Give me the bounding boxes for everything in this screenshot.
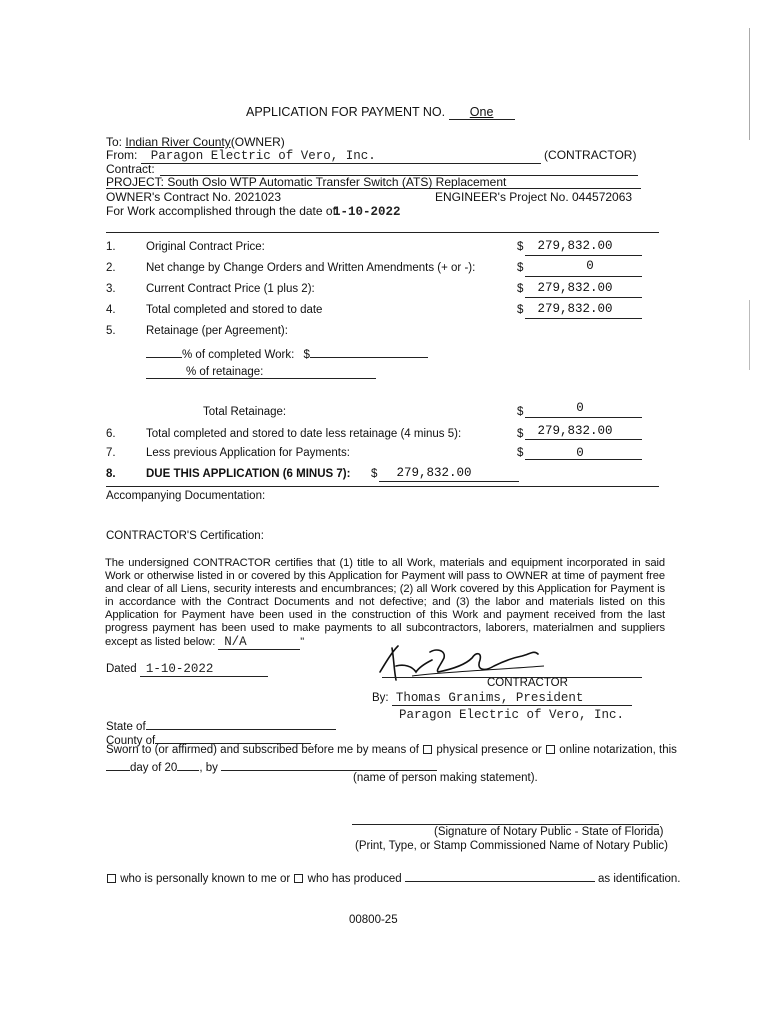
project-underline: [106, 188, 641, 189]
line-3-number: 3.: [106, 283, 116, 295]
scan-edge-mark: [749, 300, 750, 370]
produced-id-checkbox[interactable]: [294, 874, 303, 883]
personally-known-checkbox[interactable]: [107, 874, 116, 883]
state-label: State of: [106, 721, 146, 733]
project-text: PROJECT: South Oslo WTP Automatic Transfer Switch (ATS) Replacement: [106, 175, 507, 189]
line-5-label: Retainage (per Agreement):: [146, 325, 288, 337]
line-7-label: Less previous Application for Payments:: [146, 447, 350, 459]
line-3-value: 279,832.00: [537, 281, 613, 295]
line-4-label: Total completed and stored to date: [146, 304, 323, 316]
name-caption: (name of person making statement).: [353, 772, 538, 784]
dated-line: [106, 662, 268, 677]
line-8-number: 8.: [106, 468, 116, 480]
statement-maker-field[interactable]: [221, 758, 437, 771]
line-1-number: 1.: [106, 241, 116, 253]
pct-completed-label: % of completed Work:: [182, 349, 295, 361]
application-number: One: [469, 105, 494, 119]
contractor-suffix: (CONTRACTOR): [544, 148, 637, 162]
county-field[interactable]: [155, 731, 311, 744]
certification-body: The undersigned CONTRACTOR certifies that (1) title to all Work, materials and equipment incorporated in said Work or otherwise listed in or covered by this Application for Payment will pass to OWNER at time of payment free and clear of all Liens, security interests and encumbrances; (2) all Work covered by this Application for Payment is in accordance with the Contract Documents and not defective; and (3) the labor and materials listed on this Application for Payment have been used in the construction of this Work and payment received from the last progress payment has been used to make payments to all subcontractors, laborers, materialmen and suppliers except as listed below: N/A ": [105, 557, 665, 649]
work-through-label: For Work accomplished through the date of:: [106, 204, 340, 218]
page-code: 00800-25: [349, 914, 398, 926]
county-label: County of: [106, 735, 156, 747]
dated-value: 1-10-2022: [145, 662, 214, 676]
from-label: From:: [106, 148, 138, 162]
engineers-project-no: ENGINEER's Project No. 044572063: [435, 190, 633, 204]
header-divider: [106, 232, 659, 233]
due-divider: [106, 486, 659, 487]
line-2-number: 2.: [106, 262, 116, 274]
line-1-dollar: $: [517, 241, 524, 253]
owners-contract-no: OWNER's Contract No. 2021023: [106, 190, 282, 204]
physical-presence-checkbox[interactable]: [423, 745, 432, 754]
online-notarization-checkbox[interactable]: [546, 745, 555, 754]
pct-retainage-label: % of retainage:: [186, 366, 264, 378]
line-5-number: 5.: [106, 325, 116, 337]
retainage-amount-blank[interactable]: [310, 345, 428, 358]
day-of-label: day of 20: [130, 762, 178, 774]
by-name: Thomas Granims, President: [395, 691, 584, 705]
line-3-dollar: $: [517, 283, 524, 295]
total-retainage-dollar: $: [517, 406, 524, 418]
notary-print-caption: (Print, Type, or Stamp Commissioned Name of Notary Public): [355, 840, 668, 852]
to-prefix: To:: [106, 135, 123, 149]
total-retainage-label: Total Retainage:: [203, 406, 287, 418]
year-field[interactable]: [177, 758, 199, 771]
line-4-number: 4.: [106, 304, 116, 316]
by-label-notary: , by: [199, 762, 218, 774]
sworn-line: [106, 744, 677, 756]
line-6-number: 6.: [106, 428, 116, 440]
line-6-value: 279,832.00: [537, 424, 613, 438]
line-7-value: 0: [576, 446, 584, 460]
line-4-value: 279,832.00: [537, 302, 613, 316]
known-text: who is personally known to me or: [120, 873, 291, 885]
line-1-label: Original Contract Price:: [146, 241, 265, 253]
notary-signature-caption: (Signature of Notary Public - State of Florida): [434, 826, 664, 838]
day-field[interactable]: [106, 758, 130, 771]
from-line: [106, 148, 636, 164]
line-6-dollar: $: [517, 428, 524, 440]
page-title: [246, 105, 515, 120]
except-label: except as listed below:: [105, 635, 216, 648]
identification-label: as identification.: [598, 873, 681, 885]
contractor-name: Paragon Electric of Vero, Inc.: [150, 149, 376, 163]
to-line: [106, 135, 285, 149]
identification-line: [106, 869, 681, 885]
contract-line: [106, 162, 155, 176]
produced-text: who has produced: [307, 873, 402, 885]
line-2-dollar: $: [517, 262, 524, 274]
physical-presence-label: physical presence or: [436, 744, 542, 756]
line-7-number: 7.: [106, 447, 116, 459]
notary-signature-line: [352, 824, 659, 825]
contractor-label: CONTRACTOR: [487, 677, 568, 689]
project-line: [106, 175, 506, 189]
contract-label: Contract:: [106, 162, 155, 176]
retainage-pct-blank[interactable]: [146, 345, 182, 358]
scan-edge-mark: [749, 28, 750, 140]
by-company: Paragon Electric of Vero, Inc.: [399, 708, 625, 722]
by-label: By:: [372, 692, 389, 704]
line-4-dollar: $: [517, 304, 524, 316]
certification-text: The undersigned CONTRACTOR certifies that (1) title to all Work, materials and equipment incorporated in said Work or otherwise listed in or covered by this Application for Payment will pass to OWNER at time of payment free and clear of all Liens, security interests and encumbrances; (2) all Work covered by this Application for Payment is in accordance with the Contract Documents and not defective; and (3) the labor and materials listed on this Application for Payment have been used in the construction of this Work and payment received from the last progress payment has been used to make payments to all subcontractors, laborers, materialmen and suppliers: [105, 557, 665, 635]
sworn-text: Sworn to (or affirmed) and subscribed before me by means of: [106, 744, 419, 756]
due-dollar: $: [371, 468, 378, 480]
retainage-pct-line: [146, 366, 376, 379]
retainage-completed-line: [146, 345, 428, 361]
title-label: APPLICATION FOR PAYMENT NO.: [246, 105, 446, 119]
line-2-value: 0: [586, 259, 594, 273]
online-label: online notarization, this: [559, 744, 677, 756]
certification-heading: CONTRACTOR'S Certification:: [106, 530, 264, 542]
line-6-label: Total completed and stored to date less retainage (4 minus 5):: [146, 428, 462, 440]
state-field[interactable]: [146, 717, 336, 730]
line-1-value: 279,832.00: [537, 239, 613, 253]
work-through-date: 1-10-2022: [333, 205, 401, 219]
by-line: [372, 691, 632, 706]
line-2-label: Net change by Change Orders and Written Amendments (+ or -):: [146, 262, 476, 274]
except-value: N/A: [224, 634, 247, 649]
accompanying-label: Accompanying Documentation:: [106, 490, 266, 502]
due-value: 279,832.00: [396, 466, 472, 480]
due-label: DUE THIS APPLICATION (6 MINUS 7):: [146, 468, 351, 480]
dated-label: Dated: [106, 663, 137, 675]
line-7-dollar: $: [517, 447, 524, 459]
owner-suffix: (OWNER): [230, 135, 285, 149]
identification-field[interactable]: [405, 869, 595, 882]
line-3-label: Current Contract Price (1 plus 2):: [146, 283, 315, 295]
owner-name: Indian River County: [125, 135, 231, 149]
retainage-dollar: $: [303, 349, 310, 361]
total-retainage-value: 0: [576, 401, 584, 415]
